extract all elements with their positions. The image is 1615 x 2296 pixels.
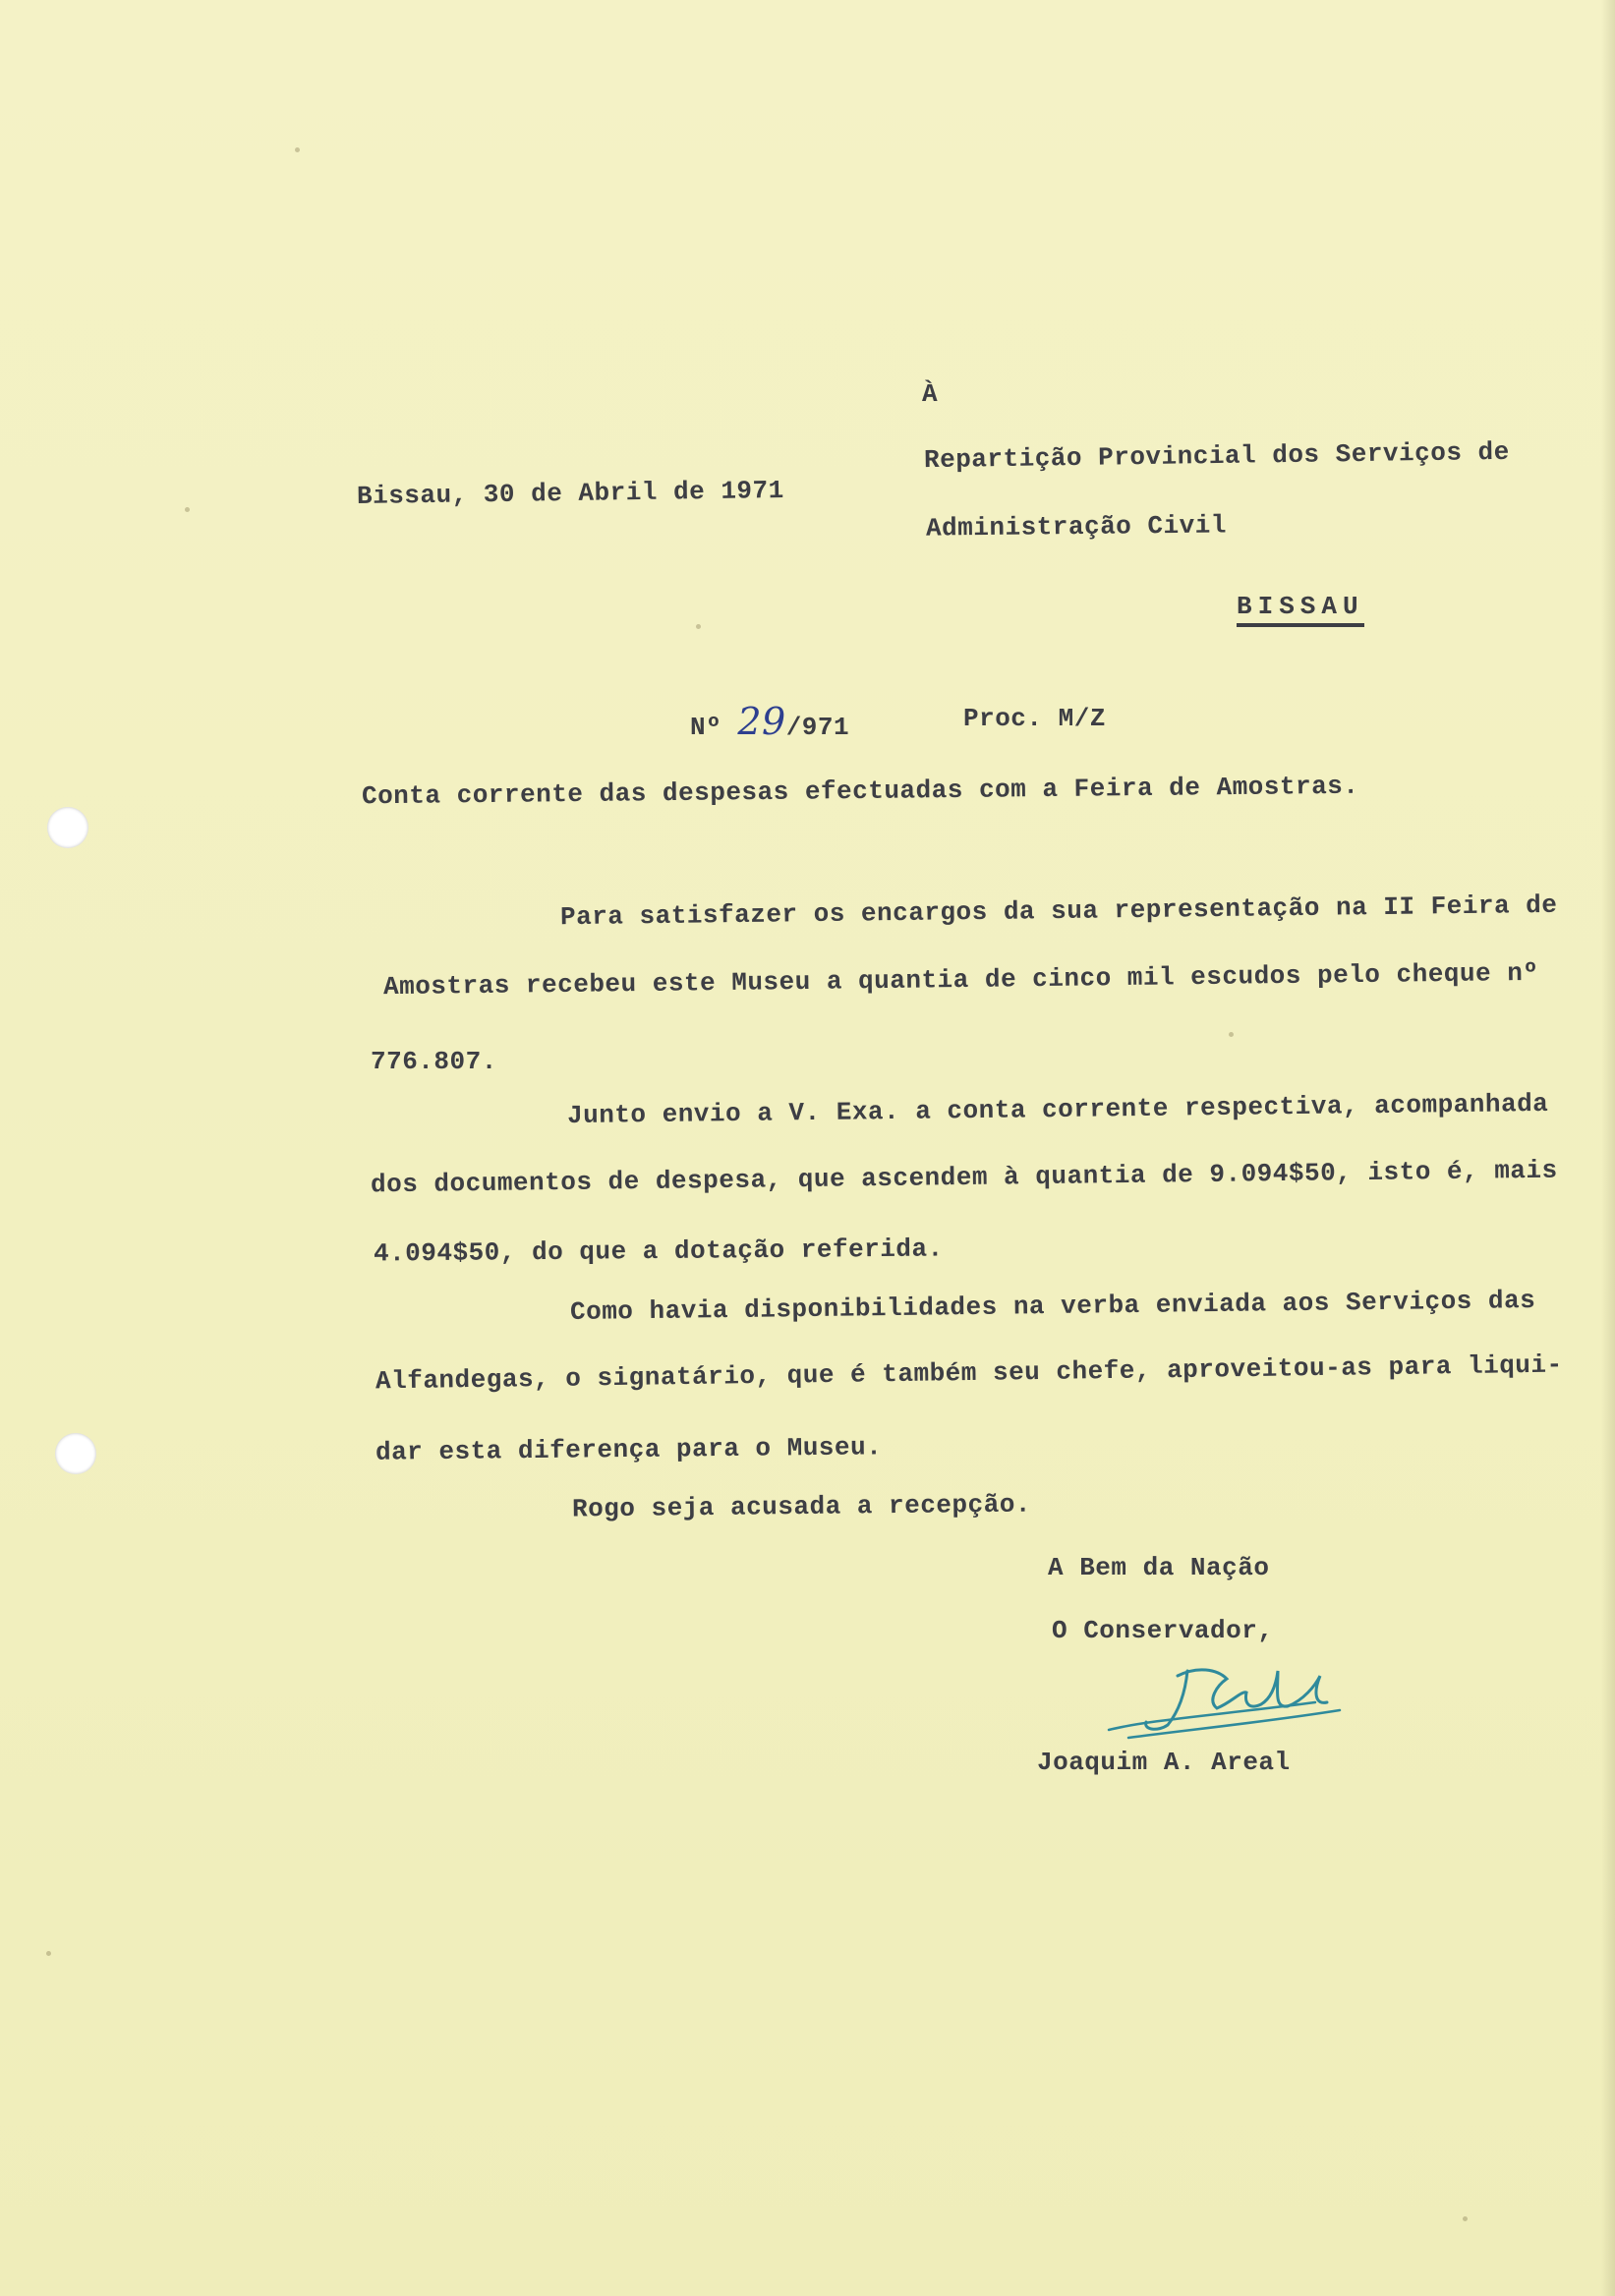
body-line: dos documentos de despesa, que ascendem à quantia de 9.094$50, isto é, mais (370, 1155, 1558, 1200)
recipient-line-2: Administração Civil (925, 510, 1228, 544)
body-line: dar esta diferença para o Museu. (375, 1432, 883, 1467)
reference-suffix: /971 (785, 713, 850, 742)
page-edge-shadow (1601, 0, 1615, 2296)
paper-speck (46, 1951, 51, 1956)
punch-hole-top (47, 807, 88, 848)
body-line: 776.807. (371, 1047, 497, 1076)
paper-speck (696, 624, 701, 629)
reference-prefix: Nº (690, 713, 722, 742)
body-line: Junto envio a V. Exa. a conta corrente respectiva, acompanhada (566, 1088, 1549, 1131)
body-line: Rogo seja acusada a recepção. (571, 1489, 1032, 1524)
closing-line-2: O Conservador, (1052, 1616, 1274, 1645)
handwritten-signature (1069, 1632, 1345, 1759)
paper-speck (295, 147, 300, 152)
body-line: 4.094$50, do que a dotação referida. (373, 1234, 944, 1269)
subject-line: Conta corrente das despesas efectuadas com a Feira de Amostras. (361, 771, 1359, 812)
body-line: Amostras recebeu este Museu a quantia de cinco mil escudos pelo cheque nº (382, 957, 1539, 1003)
place-date: Bissau, 30 de Abril de 1971 (356, 475, 784, 512)
body-line: Alfandegas, o signatário, que é também seu chefe, aproveitou-as para liqui- (375, 1349, 1563, 1397)
reference-handwritten: 29 (737, 700, 786, 743)
accent-mark: À (922, 379, 939, 409)
closing-line-1: A Bem da Nação (1048, 1553, 1270, 1582)
reference-number (690, 700, 849, 743)
paper-speck (185, 507, 190, 512)
punch-hole-bottom (55, 1433, 96, 1474)
recipient-city: BISSAU (1237, 592, 1364, 627)
body-line: Como havia disponibilidades na verba enviada aos Serviços das (569, 1286, 1536, 1327)
process-code: Proc. M/Z (963, 704, 1106, 733)
body-line: Para satisfazer os encargos da sua representação na II Feira de (559, 890, 1558, 933)
recipient-line-1: Repartição Provincial dos Serviços de (923, 436, 1510, 476)
signatory-name: Joaquim A. Areal (1037, 1748, 1291, 1777)
paper-speck (1229, 1032, 1234, 1037)
paper-speck (1463, 2216, 1468, 2221)
